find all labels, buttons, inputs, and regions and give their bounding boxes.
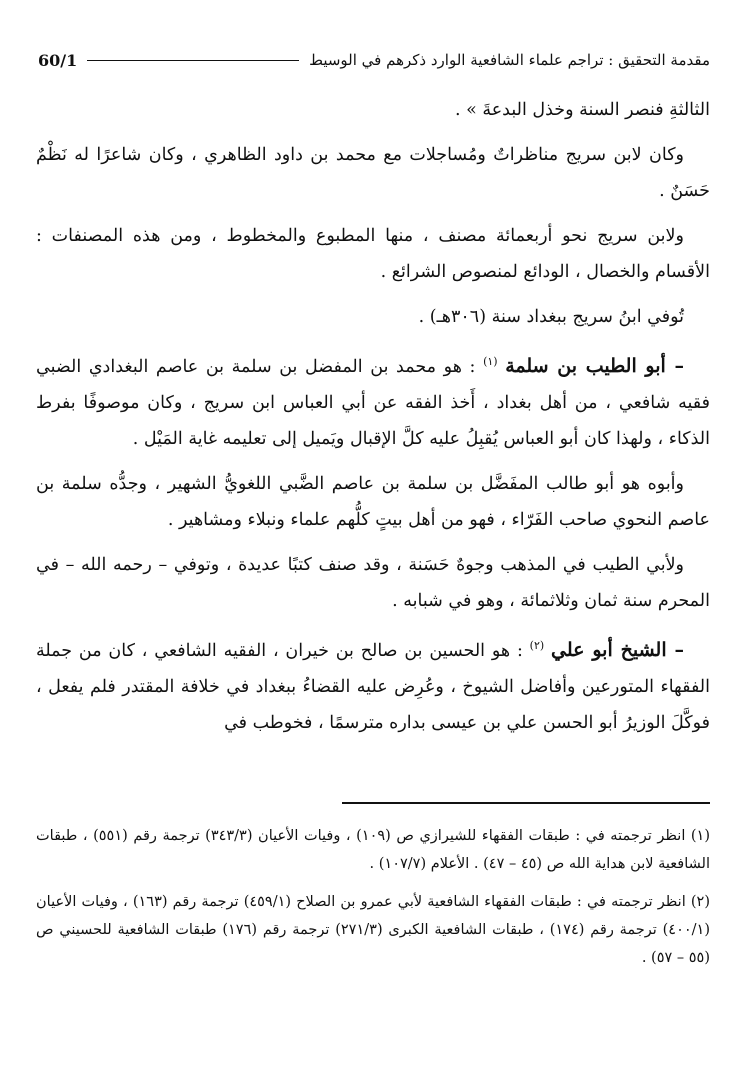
main-text (36, 92, 710, 750)
paragraph-debates: وكان لابن سريج مناظراتٌ ومُساجلات مع محمد بن داود الظاهري ، وكان شاعرًا له نَظْمٌ حَسَنٌ . (36, 145, 710, 201)
running-header (38, 48, 710, 72)
paragraph-father: وأبوه هو أبو طالب المفَضَّل بن سلمة بن عاصم الضَّبي اللغويُّ الشهير ، وجدُّه سلمة بن عاصم النحوي صاحب الفَرّاء ، فهو من أهل بيتٍ كلُّهم علماء ونبلاء ومشاهير . (36, 473, 710, 530)
footnote-1: (١) انظر ترجمته في : طبقات الفقهاء للشيرازي ص (١٠٩) ، وفيات الأعيان (٣٤٣/٣) ترجمة رقم (٥٥١) ، طبقات الشافعية لابن هداية الله ص (٤٥ – ٤٧) . الأعلام (١٠٧/٧) . (36, 828, 711, 872)
paragraph-death: تُوفي ابنُ سريج ببغداد سنة (٣٠٦هـ) . (418, 307, 684, 327)
paragraph-continuation: الثالثةِ فنصر السنة وخذل البدعةَ » . (454, 100, 710, 120)
entry-text: : هو محمد بن المفضل بن سلمة بن عاصم البغدادي الضبي فقيه شافعي ، من أهل بغداد ، أَخذ الفقه عن أبي العباس ابن سريج ، وكان موصوفًا بفرط الذكاء ، ولهذا كان أبو العباس يُقبِلُ عليه كلَّ الإقبال ويَميل إلى تعليمه غاية المَيْل . (36, 356, 710, 449)
entry-abu-al-tayyib (36, 344, 710, 457)
entry-heading: – أبو الطيب بن سلمة (505, 354, 684, 377)
footnote-ref-2: (٢) (529, 638, 545, 652)
header-rule (87, 60, 299, 61)
footnote-separator (342, 802, 710, 804)
footnote-ref-1: (١) (483, 355, 498, 368)
entry-abu-ali (36, 628, 710, 741)
paragraph-madhhab: ولأبي الطيب في المذهب وجوهٌ حَسَنة ، وقد صنف كتبًا عديدة ، وتوفي – رحمه الله – في المحرم سنة ثمان وثلاثمائة ، وهو في شبابه . (36, 554, 710, 611)
entry-text: : هو الحسين بن صالح بن خيران ، الفقيه الشافعي ، كان من جملة الفقهاء المتورعين وأفاضل الشيوخ ، وعُرِض عليه القضاءُ ببغداد في خلافة المقتدر فلم يفعل ، فوكَّلَ الوزيرُ أبو الحسن علي بن عيسى بداره مترسمًا ، فخوطب في (36, 640, 710, 733)
footnotes (36, 822, 710, 982)
header-title: مقدمة التحقيق : تراجم علماء الشافعية الوارد ذكرهم في الوسيط (309, 51, 710, 69)
paragraph-works: ولابن سريج نحو أربعمائة مصنف ، منها المطبوع والمخطوط ، ومن هذه المصنفات : الأقسام والخصال ، الودائع لمنصوص الشرائع . (36, 226, 710, 282)
page-number: 60/1 (38, 50, 78, 70)
footnote-2: (٢) انظر ترجمته في : طبقات الفقهاء الشافعية لأبي عمرو بن الصلاح (٤٥٩/١) ترجمة رقم (١٦٣) ، وفيات الأعيان (٤٠٠/١) ترجمة رقم (١٧٤) ، طبقات الشافعية الكبرى (٢٧١/٣) ترجمة رقم (١٧٦) طبقات الشافعية للحسيني ص (٥٥ – ٥٧) . (36, 894, 710, 966)
entry-heading: – الشيخ أبو علي (551, 638, 684, 661)
